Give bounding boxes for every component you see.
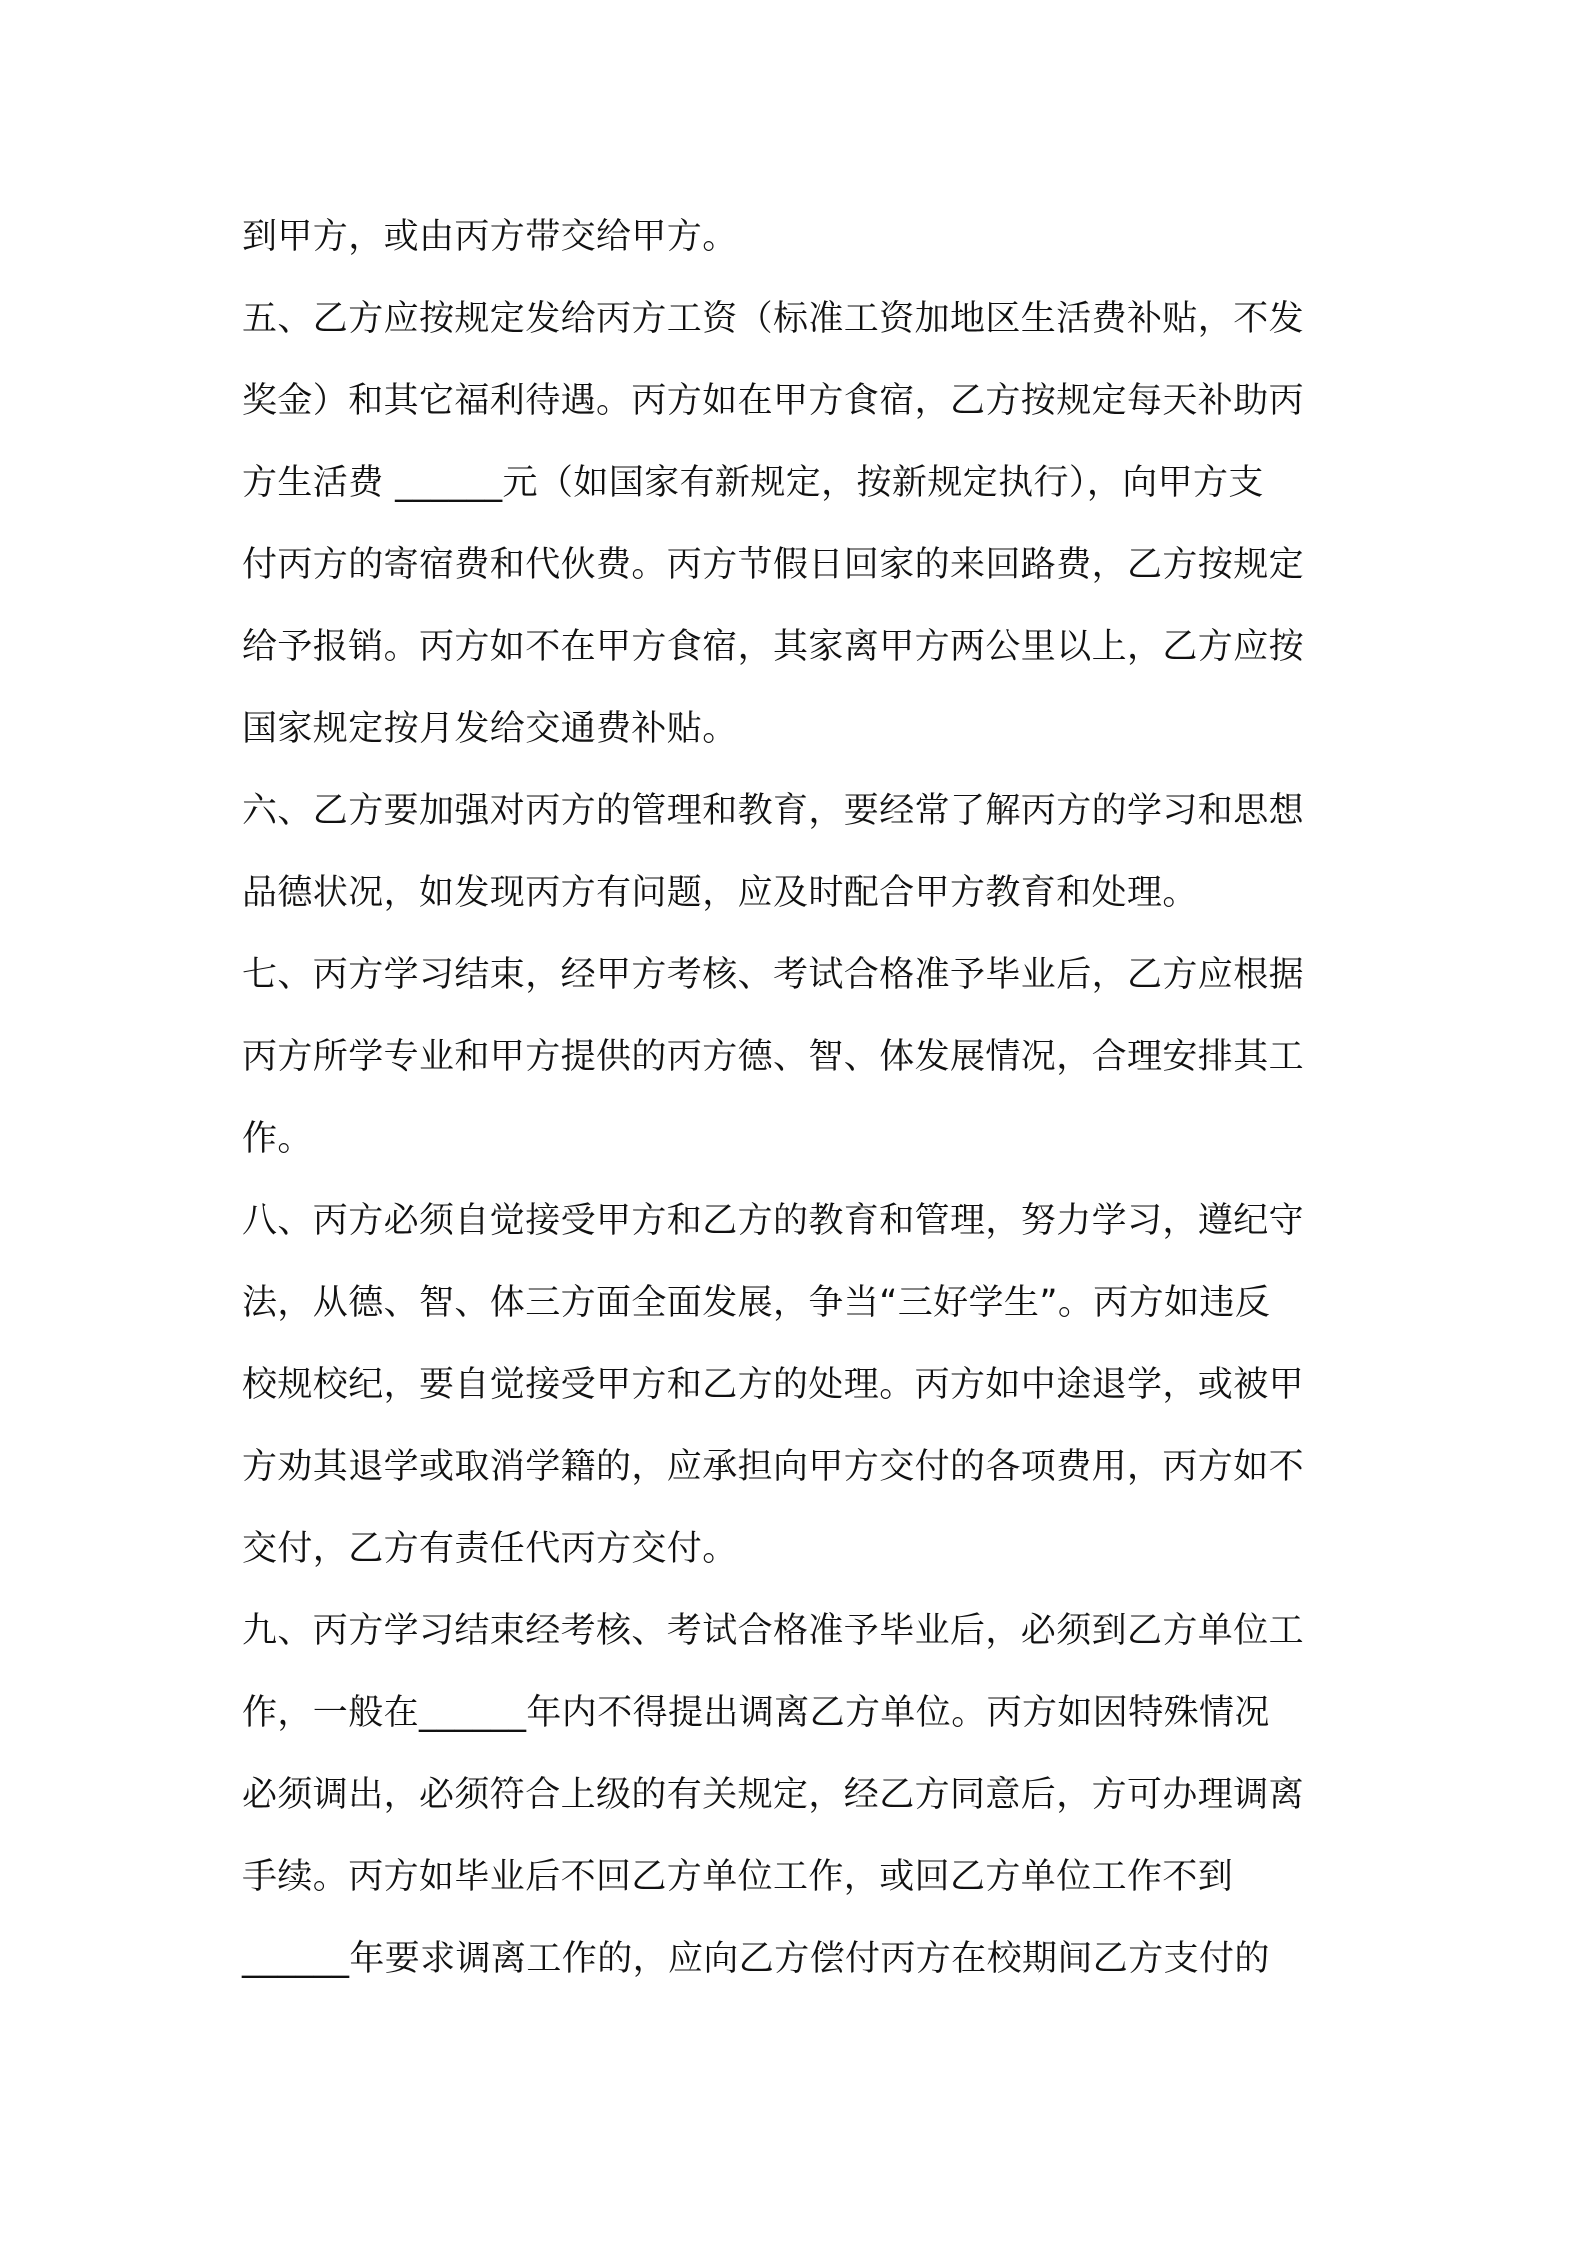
text-line: 交付，乙方有责任代丙方交付。 [242, 1529, 738, 1569]
text-line: 五、乙方应按规定发给丙方工资（标准工资加地区生活费补贴，不发 [242, 299, 1305, 339]
text-line: 八、丙方必须自觉接受甲方和乙方的教育和管理，努力学习，遵纪守 [242, 1201, 1305, 1241]
text-line: 方劝其退学或取消学籍的，应承担向甲方交付的各项费用，丙方如不 [242, 1447, 1305, 1487]
contract-body-text [242, 196, 1366, 2000]
text-line: 九、丙方学习结束经考核、考试合格准予毕业后，必须到乙方单位工 [242, 1611, 1305, 1651]
text-line: 法，从德、智、体三方面全面发展，争当“三好学生”。丙方如违反 [242, 1283, 1271, 1323]
text-line: 国家规定按月发给交通费补贴。 [242, 709, 738, 749]
text-line: 丙方所学专业和甲方提供的丙方德、智、体发展情况，合理安排其工 [242, 1037, 1305, 1077]
text-line: 手续。丙方如毕业后不回乙方单位工作，或回乙方单位工作不到 [242, 1857, 1234, 1897]
text-line: 给予报销。丙方如不在甲方食宿，其家离甲方两公里以上，乙方应按 [242, 627, 1305, 667]
text-line: 必须调出，必须符合上级的有关规定，经乙方同意后，方可办理调离 [242, 1775, 1305, 1815]
text-line: 六、乙方要加强对丙方的管理和教育，要经常了解丙方的学习和思想 [242, 791, 1305, 831]
text-line: 付丙方的寄宿费和代伙费。丙方节假日回家的来回路费，乙方按规定 [242, 545, 1305, 585]
text-line: 作。 [242, 1119, 313, 1159]
text-line: 作，一般在______年内不得提出调离乙方单位。丙方如因特殊情况 [242, 1693, 1270, 1733]
text-line: 奖金）和其它福利待遇。丙方如在甲方食宿，乙方按规定每天补助丙 [242, 381, 1305, 421]
text-line: 到甲方，或由丙方带交给甲方。 [242, 217, 738, 257]
text-line: 方生活费 ______元（如国家有新规定，按新规定执行），向甲方支 [242, 463, 1264, 503]
text-line: 校规校纪，要自觉接受甲方和乙方的处理。丙方如中途退学，或被甲 [242, 1365, 1305, 1405]
text-line: ______年要求调离工作的，应向乙方偿付丙方在校期间乙方支付的 [242, 1939, 1270, 1979]
text-line: 七、丙方学习结束，经甲方考核、考试合格准予毕业后，乙方应根据 [242, 955, 1305, 995]
text-line: 品德状况，如发现丙方有问题，应及时配合甲方教育和处理。 [242, 873, 1198, 913]
